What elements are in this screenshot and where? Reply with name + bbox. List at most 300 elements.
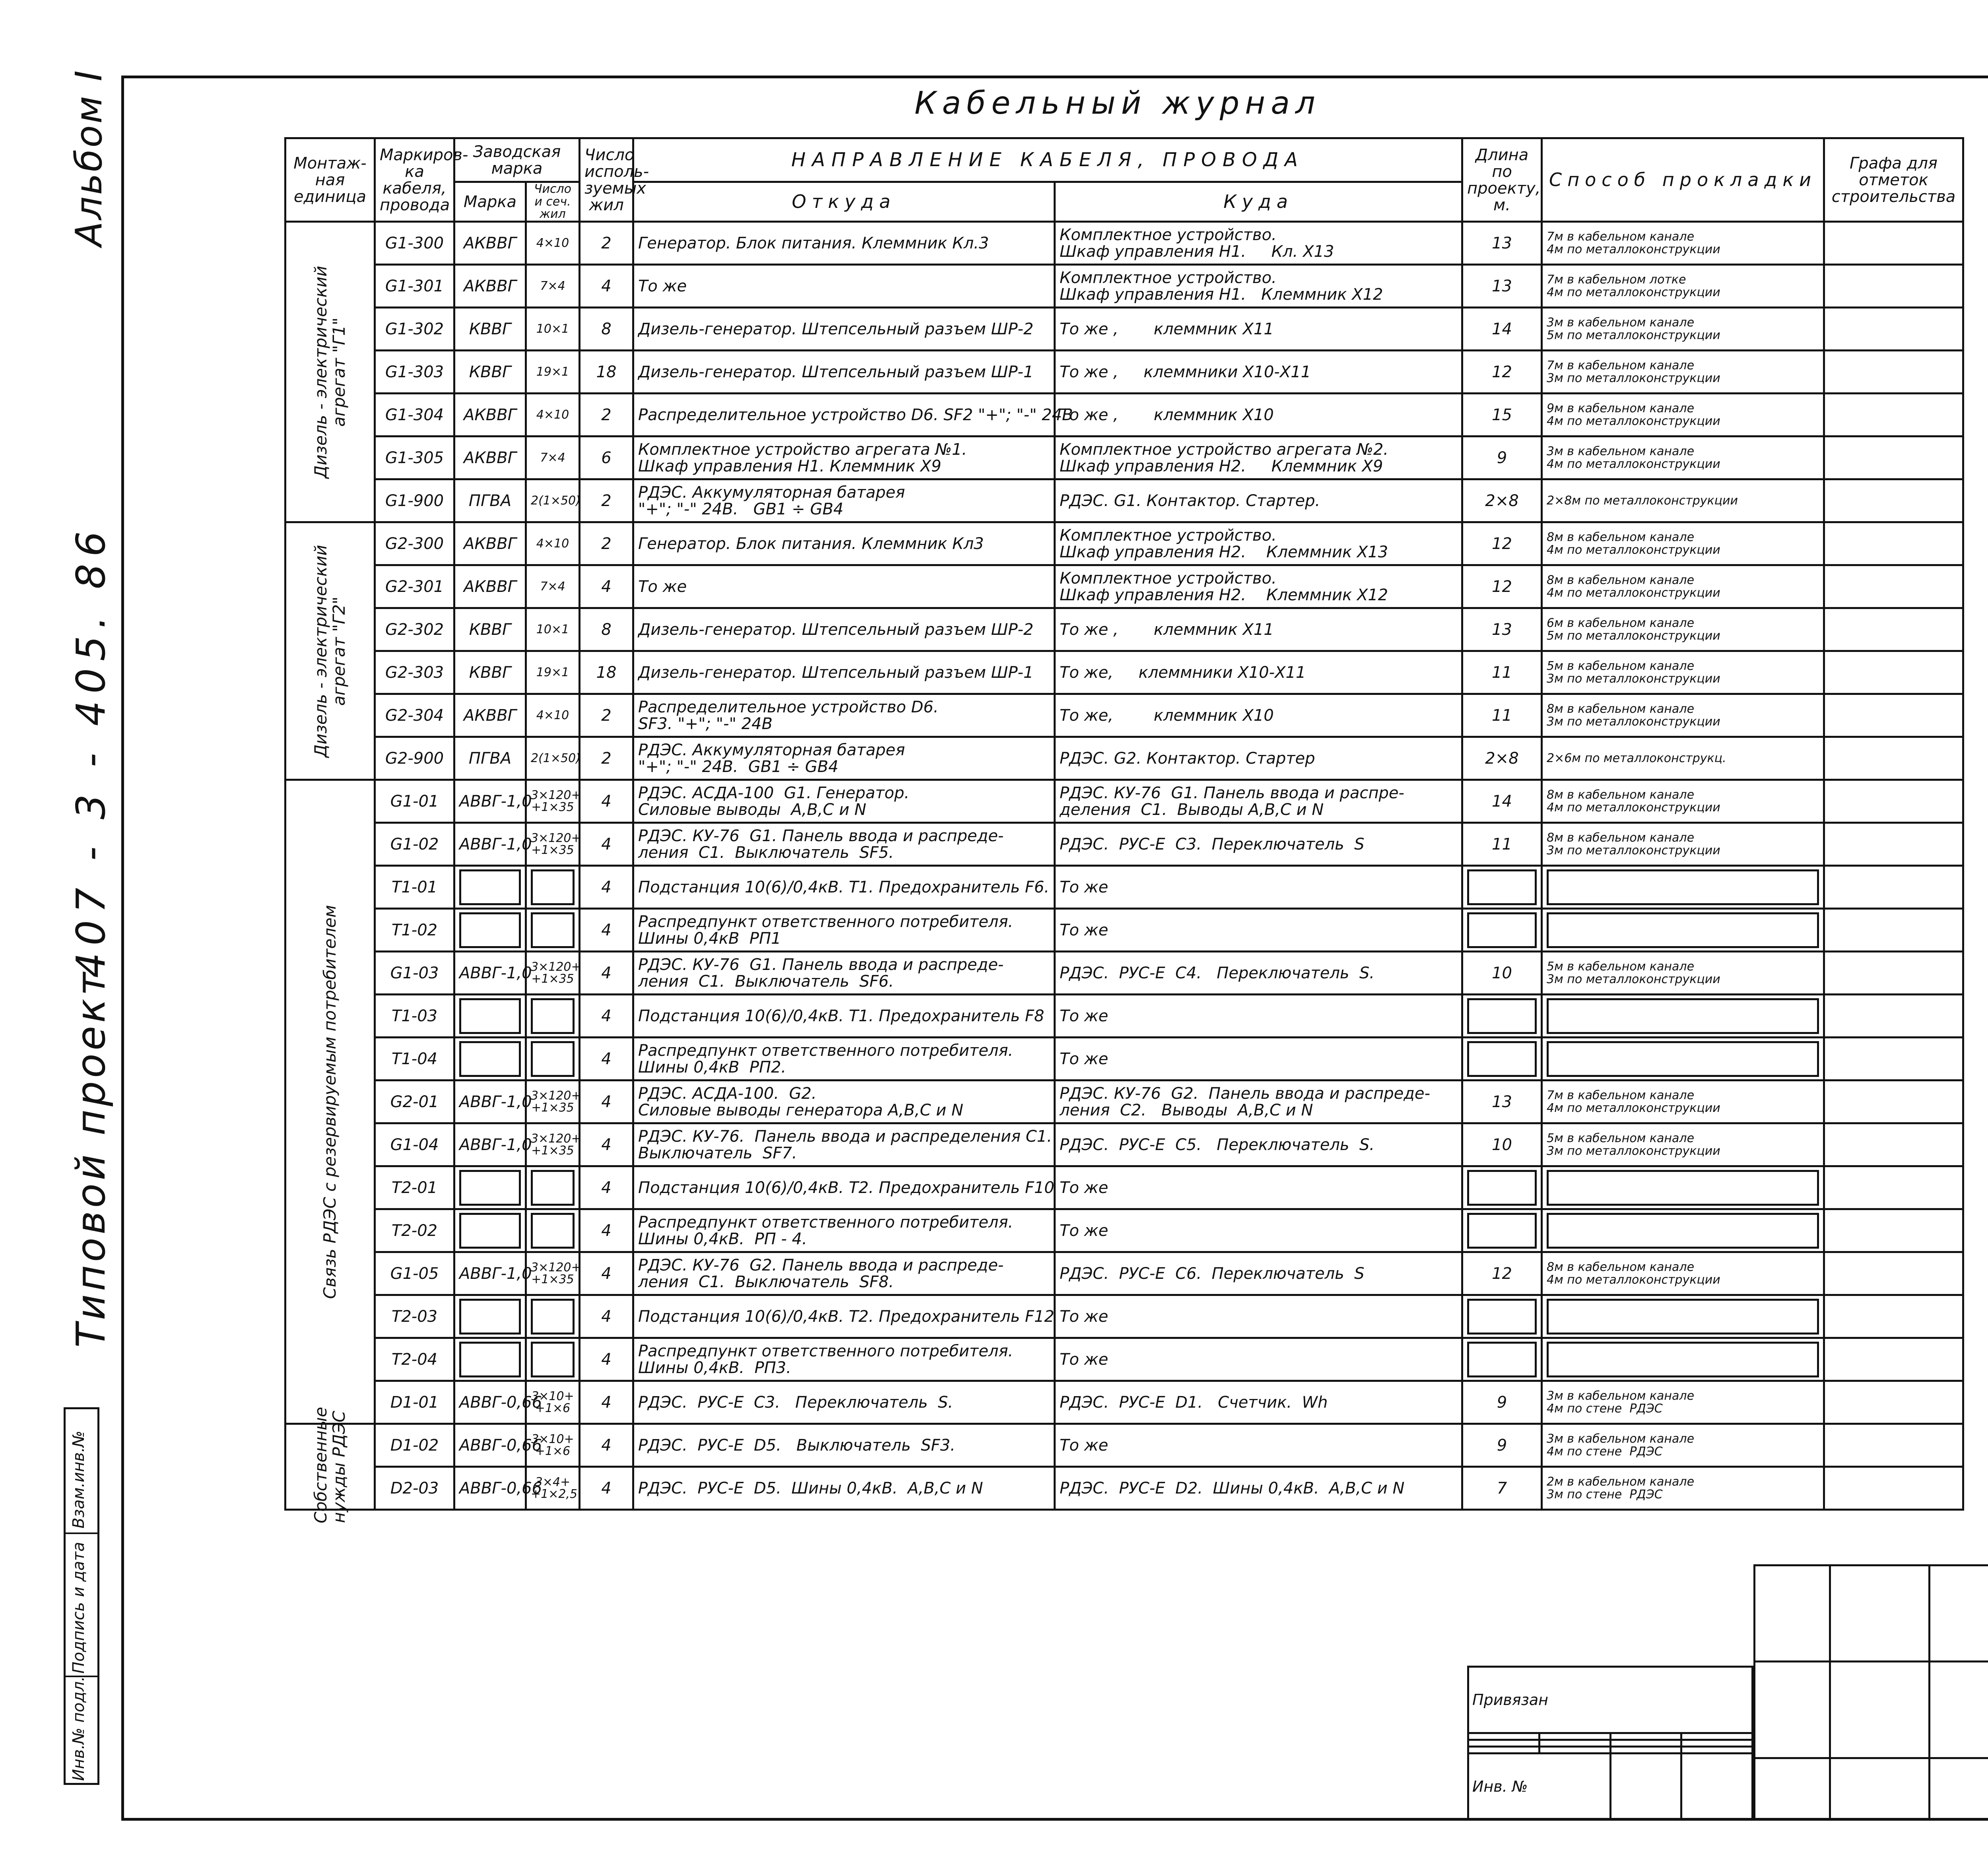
cable-brand-cell [454,1209,526,1252]
cable-brand: АВВГ-0,66 [454,1381,526,1424]
empty-box [459,998,521,1034]
construction-mark [1824,222,1963,265]
cores-used: 2 [580,394,633,436]
route-to: То же [1055,866,1462,909]
cable-cores: 3×120+ +1×35 [526,1080,580,1123]
laying-method: 2м в кабельном канале 3м по стене РДЭС [1542,1467,1824,1510]
laying-method: 5м в кабельном канале 3м по металлоконструкции [1542,651,1824,694]
cable-marking: G1-304 [375,394,454,436]
cable-length: 7 [1462,1467,1542,1510]
laying-method: 8м в кабельном канале 4м по металлоконструкции [1542,565,1824,608]
cable-brand: АКВВГ [454,694,526,737]
cable-cores: 3×120+ +1×35 [526,823,580,866]
method-cell [1542,1209,1824,1252]
laying-method: 7м в кабельном канале 4м по металлоконструкции [1542,222,1824,265]
cores-used: 4 [580,565,633,608]
title-block [1753,1564,1988,1821]
table-row [285,1209,1963,1252]
cable-length: 13 [1462,265,1542,308]
route-to: РДЭС. РУС-Е С6. Переключатель S [1055,1252,1462,1295]
route-to: РДЭС. РУС-Е С5. Переключатель S. [1055,1123,1462,1166]
header-from: Откуда [633,182,1055,222]
route-from: РДЭС. КУ-76 G2. Панель ввода и распреде- ления С1. Выключатель SF8. [633,1252,1055,1295]
cores-used: 4 [580,995,633,1038]
cores-used: 2 [580,222,633,265]
route-to: РДЭС. РУС-Е D1. Счетчик. Wh [1055,1381,1462,1424]
empty-box [1547,869,1819,905]
empty-box [459,1342,521,1377]
cable-length: 10 [1462,1123,1542,1166]
cable-brand-cell [454,866,526,909]
construction-mark [1824,737,1963,780]
cores-used: 4 [580,1166,633,1209]
cable-cores-cell [526,909,580,952]
cable-length: 9 [1462,1424,1542,1467]
empty-box [1467,1213,1537,1249]
cable-length: 12 [1462,565,1542,608]
cable-marking: Т1-03 [375,995,454,1038]
cable-length: 15 [1462,394,1542,436]
laying-method: 8м в кабельном канале 4м по металлоконструкции [1542,522,1824,565]
construction-mark [1824,1080,1963,1123]
route-from: РДЭС. РУС-Е D5. Шины 0,4кВ. А,В,С и N [633,1467,1055,1510]
laying-method: 3м в кабельном канале 5м по металлоконструкции [1542,308,1824,351]
cable-length: 9 [1462,1381,1542,1424]
construction-mark [1824,565,1963,608]
empty-box [531,1213,575,1249]
method-cell [1542,1038,1824,1080]
route-from: Распредпункт ответственного потребителя. Шины 0,4кВ РП1 [633,909,1055,952]
cable-marking: Т2-03 [375,1295,454,1338]
cores-used: 4 [580,909,633,952]
mounting-unit-cell [285,522,375,780]
cable-cores: 7×4 [526,565,580,608]
laying-method: 7м в кабельном канале 4м по металлоконструкции [1542,1080,1824,1123]
album-label: Альбом I [68,69,110,246]
cable-cores: 3×120+ +1×35 [526,1123,580,1166]
cable-marking: Т2-02 [375,1209,454,1252]
cable-brand: ПГВА [454,479,526,522]
table-row [285,995,1963,1038]
table-row [285,694,1963,737]
empty-box [459,869,521,905]
route-from: Подстанция 10(6)/0,4кВ. Т2. Предохранитель F10 [633,1166,1055,1209]
route-from: Дизель-генератор. Штепсельный разъем ШР-2 [633,308,1055,351]
route-to: То же [1055,1338,1462,1381]
cable-marking: G1-03 [375,952,454,995]
route-to: То же, клеммник Х10 [1055,694,1462,737]
table-row [285,608,1963,651]
route-to: То же [1055,1209,1462,1252]
cores-used: 4 [580,1123,633,1166]
empty-box [459,1213,521,1249]
length-cell [1462,995,1542,1038]
construction-mark [1824,952,1963,995]
table-row [285,1467,1963,1510]
cable-brand: КВВГ [454,351,526,394]
empty-box [1547,1299,1819,1335]
cores-used: 8 [580,308,633,351]
laying-method: 8м в кабельном канале 3м по металлоконструкции [1542,823,1824,866]
table-row [285,308,1963,351]
empty-box [1547,1041,1819,1077]
cable-cores: 4×10 [526,222,580,265]
table-row [285,952,1963,995]
cable-brand-cell [454,909,526,952]
cable-brand: АВВГ-1,0 [454,780,526,823]
route-to: То же [1055,1038,1462,1080]
route-from: РДЭС. РУС-Е С3. Переключатель S. [633,1381,1055,1424]
table-row [285,1123,1963,1166]
route-from: То же [633,565,1055,608]
route-from: Дизель-генератор. Штепсельный разъем ШР-2 [633,608,1055,651]
empty-box [531,998,575,1034]
cable-cores: 3×120+ +1×35 [526,1252,580,1295]
route-from: РДЭС. Аккумуляторная батарея "+"; "-" 24В. GB1 ÷ GB4 [633,737,1055,780]
empty-box [459,912,521,948]
route-to: РДЭС. G1. Контактор. Стартер. [1055,479,1462,522]
construction-mark [1824,1381,1963,1424]
table-row [285,909,1963,952]
cores-used: 8 [580,608,633,651]
cores-used: 4 [580,1209,633,1252]
cable-marking: G2-300 [375,522,454,565]
empty-box [1467,1342,1537,1377]
cable-marking: Т1-02 [375,909,454,952]
cable-brand: АВВГ-0,66 [454,1467,526,1510]
route-from: Генератор. Блок питания. Клеммник Кл.3 [633,222,1055,265]
cable-cores: 3×4+ +1×2,5 [526,1467,580,1510]
empty-box [1547,998,1819,1034]
table-row [285,1166,1963,1209]
cable-marking: G2-900 [375,737,454,780]
cable-cores: 3×120+ +1×35 [526,952,580,995]
cores-used: 4 [580,866,633,909]
empty-box [1547,1170,1819,1206]
cable-cores: 3×120+ +1×35 [526,780,580,823]
cable-length: 13 [1462,608,1542,651]
empty-box [459,1299,521,1335]
cable-marking: G1-301 [375,265,454,308]
empty-box [1467,1041,1537,1077]
route-from: Генератор. Блок питания. Клеммник Кл3 [633,522,1055,565]
route-to: РДЭС. РУС-Е С3. Переключатель S [1055,823,1462,866]
construction-mark [1824,780,1963,823]
cable-brand: ПГВА [454,737,526,780]
route-from: Дизель-генератор. Штепсельный разъем ШР-1 [633,651,1055,694]
cable-cores-cell [526,866,580,909]
cable-cores-cell [526,1166,580,1209]
laying-method: 8м в кабельном канале 4м по металлоконструкции [1542,1252,1824,1295]
construction-mark [1824,995,1963,1038]
table-row [285,436,1963,479]
length-cell [1462,1338,1542,1381]
length-cell [1462,1295,1542,1338]
project-label: Типовой проект [68,969,114,1348]
route-to: То же [1055,1166,1462,1209]
construction-mark [1824,1467,1963,1510]
laying-method: 8м в кабельном канале 4м по металлоконструкции [1542,780,1824,823]
empty-box [531,1041,575,1077]
cable-marking: G2-303 [375,651,454,694]
cable-marking: D1-02 [375,1424,454,1467]
construction-mark [1824,1295,1963,1338]
cable-marking: G1-300 [375,222,454,265]
cores-used: 4 [580,1381,633,1424]
route-from: Распредпункт ответственного потребителя. Шины 0,4кВ РП2. [633,1038,1055,1080]
length-cell [1462,1038,1542,1080]
route-to: РДЭС. КУ-76 G2. Панель ввода и распреде- ления С2. Выводы А,В,С и N [1055,1080,1462,1123]
laying-method: 5м в кабельном канале 3м по металлоконструкции [1542,1123,1824,1166]
construction-mark [1824,522,1963,565]
route-to: Комплектное устройство агрегата №2. Шкаф управления Н2. Клеммник Х9 [1055,436,1462,479]
construction-mark [1824,436,1963,479]
route-from: РДЭС. АСДА-100. G2. Силовые выводы генератора А,В,С и N [633,1080,1055,1123]
table-row [285,1424,1963,1467]
length-cell [1462,866,1542,909]
cable-cores: 7×4 [526,436,580,479]
header-method: Способ прокладки [1542,138,1824,222]
mounting-unit-cell [285,222,375,522]
cable-brand: АВВГ-0,66 [454,1424,526,1467]
cable-brand: АКВВГ [454,394,526,436]
method-cell [1542,866,1824,909]
cable-brand: АВВГ-1,0 [454,952,526,995]
cable-marking: G2-304 [375,694,454,737]
table-row [285,1338,1963,1381]
construction-mark [1824,651,1963,694]
laying-method: 2×6м по металлоконструкц. [1542,737,1824,780]
route-to: Комплектное устройство. Шкаф управления Н1. Кл. Х13 [1055,222,1462,265]
cable-marking: G1-04 [375,1123,454,1166]
cable-marking: D2-03 [375,1467,454,1510]
cable-brand: АКВВГ [454,436,526,479]
empty-box [1467,869,1537,905]
method-cell [1542,1166,1824,1209]
header-marking: Маркиров-ка кабеля, провода [375,138,454,222]
cable-length: 14 [1462,780,1542,823]
project-number: 407 - 3 - 405. 86 [68,524,114,978]
route-from: РДЭС. КУ-76. Панель ввода и распределения С1. Выключатель SF7. [633,1123,1055,1166]
header-used: Число исполь-зуемых жил [580,138,633,222]
route-to: То же , клеммники Х10-Х11 [1055,351,1462,394]
cable-cores: 4×10 [526,694,580,737]
construction-mark [1824,394,1963,436]
construction-mark [1824,1209,1963,1252]
cable-marking: G2-01 [375,1080,454,1123]
construction-mark [1824,308,1963,351]
empty-box [531,1299,575,1335]
construction-mark [1824,265,1963,308]
construction-mark [1824,866,1963,909]
cores-used: 4 [580,1424,633,1467]
mounting-unit-label: Собственные нужды РДЭС [311,1406,349,1523]
route-to: То же , клеммник Х11 [1055,608,1462,651]
route-to: То же , клеммник Х11 [1055,308,1462,351]
cable-cores: 7×4 [526,265,580,308]
binding-inv: Инв. № [1468,1754,1611,1820]
header-cores: Число и сеч. жил [526,182,580,222]
route-from: РДЭС. КУ-76 G1. Панель ввода и распреде- ления С1. Выключатель SF6. [633,952,1055,995]
route-to: РДЭС. РУС-Е D2. Шины 0,4кВ. А,В,С и N [1055,1467,1462,1510]
construction-mark [1824,909,1963,952]
route-from: Распределительное устройство D6. SF2 "+"; "-" 24В [633,394,1055,436]
cable-brand: АВВГ-1,0 [454,823,526,866]
cable-brand: АВВГ-1,0 [454,1252,526,1295]
binding-block [1467,1666,1753,1821]
laying-method: 7м в кабельном канале 3м по металлоконструкции [1542,351,1824,394]
empty-box [1467,912,1537,948]
page-title: Кабельный журнал [914,85,1321,121]
header-direction: НАПРАВЛЕНИЕ КАБЕЛЯ, ПРОВОДА [633,138,1462,182]
laying-method: 2×8м по металлоконструкции [1542,479,1824,522]
route-from: РДЭС. КУ-76 G1. Панель ввода и распреде- ления С1. Выключатель SF5. [633,823,1055,866]
table-row [285,1381,1963,1424]
cable-cores-cell [526,1295,580,1338]
cable-length: 10 [1462,952,1542,995]
length-cell [1462,1209,1542,1252]
table-row [285,479,1963,522]
route-to: Комплектное устройство. Шкаф управления Н2. Клеммник Х13 [1055,522,1462,565]
cable-length: 11 [1462,651,1542,694]
cores-used: 4 [580,952,633,995]
cable-marking: G1-305 [375,436,454,479]
route-to: То же [1055,1424,1462,1467]
mounting-unit-label: Дизель - электрический агрегат "Г1" [311,266,349,478]
route-from: Распределительное устройство D6. SF3. "+"; "-" 24В [633,694,1055,737]
cores-used: 4 [580,1252,633,1295]
inventory-strip [64,1407,99,1785]
construction-mark [1824,1424,1963,1467]
mounting-unit-cell [285,780,375,1424]
laying-method: 6м в кабельном канале 5м по металлоконструкции [1542,608,1824,651]
cable-brand: АКВВГ [454,565,526,608]
empty-box [531,1342,575,1377]
cable-marking: Т2-01 [375,1166,454,1209]
table-row [285,394,1963,436]
construction-mark [1824,823,1963,866]
cable-length: 12 [1462,351,1542,394]
empty-box [459,1170,521,1206]
empty-box [1547,1342,1819,1377]
construction-mark [1824,694,1963,737]
table-row [285,1080,1963,1123]
table-row [285,866,1963,909]
header-brand: Марка [454,182,526,222]
route-from: РДЭС. РУС-Е D5. Выключатель SF3. [633,1424,1055,1467]
method-cell [1542,1338,1824,1381]
cable-cores: 4×10 [526,394,580,436]
route-from: Распредпункт ответственного потребителя. Шины 0,4кВ. РП - 4. [633,1209,1055,1252]
cores-used: 6 [580,436,633,479]
empty-box [531,869,575,905]
table-row [285,651,1963,694]
table-row [285,522,1963,565]
cable-journal-body [285,222,1963,1523]
cable-brand-cell [454,1295,526,1338]
table-row [285,737,1963,780]
cable-marking: G1-05 [375,1252,454,1295]
cable-length: 13 [1462,222,1542,265]
cable-cores: 2(1×50) [526,479,580,522]
cable-brand: АКВВГ [454,222,526,265]
empty-box [1467,1170,1537,1206]
strip-label: Взам.инв.№ [70,1430,88,1529]
laying-method: 8м в кабельном канале 3м по металлоконструкции [1542,694,1824,737]
route-to: То же [1055,909,1462,952]
empty-box [531,1170,575,1206]
cable-length: 11 [1462,823,1542,866]
route-from: Дизель-генератор. Штепсельный разъем ШР-1 [633,351,1055,394]
construction-mark [1824,351,1963,394]
empty-box [531,912,575,948]
cores-used: 4 [580,780,633,823]
cable-brand-cell [454,995,526,1038]
header-to: Куда [1055,182,1462,222]
cores-used: 4 [580,1295,633,1338]
empty-box [459,1041,521,1077]
cable-length: 11 [1462,694,1542,737]
route-from: Подстанция 10(6)/0,4кВ. Т2. Предохранитель F12 [633,1295,1055,1338]
cable-marking: G2-301 [375,565,454,608]
construction-mark [1824,1038,1963,1080]
cable-cores: 19×1 [526,351,580,394]
table-row [285,265,1963,308]
route-to: РДЭС. G2. Контактор. Стартер [1055,737,1462,780]
mounting-unit-cell [285,1406,375,1523]
strip-label: Подпись и дата [70,1542,88,1674]
cores-used: 4 [580,1338,633,1381]
laying-method: 3м в кабельном канале 4м по стене РДЭС [1542,1381,1824,1424]
cable-cores: 19×1 [526,651,580,694]
cores-used: 2 [580,737,633,780]
cable-marking: Т1-01 [375,866,454,909]
route-to: РДЭС. КУ-76 G1. Панель ввода и распре- деления С1. Выводы А,В,С и N [1055,780,1462,823]
cable-length: 9 [1462,436,1542,479]
construction-mark [1824,1123,1963,1166]
cable-cores-cell [526,995,580,1038]
route-to: То же [1055,995,1462,1038]
route-from: Распредпункт ответственного потребителя. Шины 0,4кВ. РП3. [633,1338,1055,1381]
cores-used: 4 [580,1467,633,1510]
cable-cores-cell [526,1338,580,1381]
cores-used: 4 [580,1038,633,1080]
cable-marking: Т2-04 [375,1338,454,1381]
cable-cores-cell [526,1038,580,1080]
route-to: РДЭС. РУС-Е С4. Переключатель S. [1055,952,1462,995]
method-cell [1542,1295,1824,1338]
cores-used: 18 [580,651,633,694]
cable-marking: G1-303 [375,351,454,394]
header-factory: Заводская марка [454,138,580,182]
construction-mark [1824,1338,1963,1381]
cable-cores-cell [526,1209,580,1252]
table-row [285,823,1963,866]
cable-brand: АВВГ-1,0 [454,1123,526,1166]
cable-cores: 10×1 [526,608,580,651]
cores-used: 2 [580,522,633,565]
cable-brand: АВВГ-1,0 [454,1080,526,1123]
route-from: То же [633,265,1055,308]
route-to: То же , клеммник Х10 [1055,394,1462,436]
cable-brand: АКВВГ [454,522,526,565]
strip-label: Инв.№ подл. [70,1676,88,1781]
cable-length: 14 [1462,308,1542,351]
route-to: Комплектное устройство. Шкаф управления Н1. Клеммник Х12 [1055,265,1462,308]
cable-cores: 2(1×50) [526,737,580,780]
laying-method: 9м в кабельном канале 4м по металлоконструкции [1542,394,1824,436]
cable-marking: G1-900 [375,479,454,522]
